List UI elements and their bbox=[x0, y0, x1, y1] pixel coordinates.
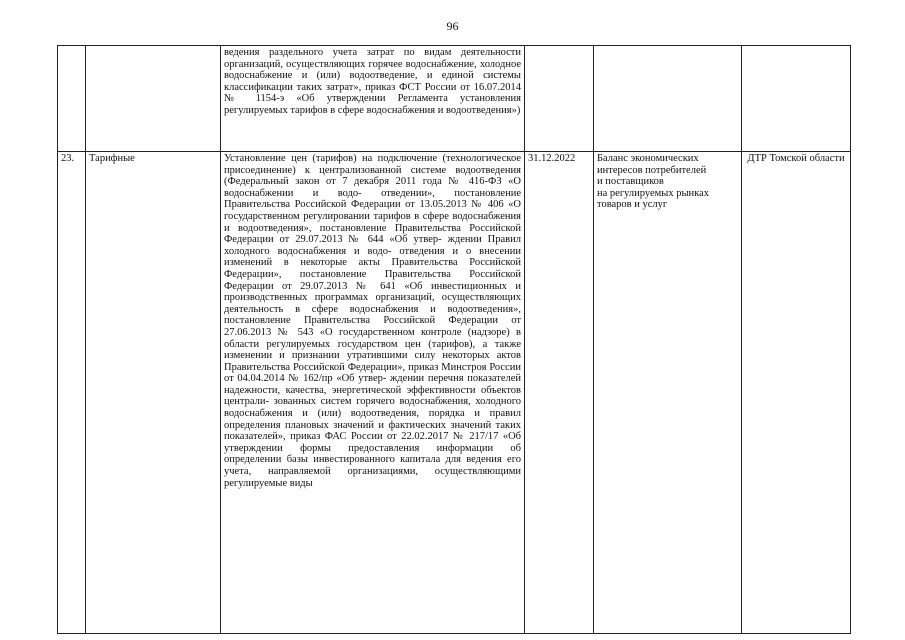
page-number: 96 bbox=[446, 19, 459, 33]
goal-line: Баланс экономических bbox=[597, 153, 699, 164]
row-date-cell: 31.12.2022 bbox=[525, 152, 594, 634]
goal-line: товаров и услуг bbox=[597, 199, 668, 211]
goal-line: интересов потребителей bbox=[597, 164, 707, 176]
row-name-cell: Тарифные bbox=[86, 152, 221, 634]
table-row bbox=[58, 46, 851, 152]
table-row bbox=[58, 152, 851, 634]
goal-line: на регулируемых рынках bbox=[597, 187, 710, 199]
row-goal-cell bbox=[594, 152, 742, 634]
row-number-cell bbox=[58, 46, 86, 152]
row-date-cell bbox=[525, 46, 594, 152]
row-goal-cell bbox=[594, 46, 742, 152]
row-description-cell: ведения раздельного учета затрат по видам деятельности организаций, осуществляющих горячее водоснабжение, холодное водоснабжение и (или) водоотведение, и единой системы классификации таких затрат», приказ ФСТ России от 16.07.2014 № 1154-э «Об утверждении Регламента установления регулируемых тарифов в сфере водоснабжения и водоотведения») bbox=[221, 46, 525, 152]
row-responsible-cell bbox=[742, 46, 851, 152]
row-description-cell: Установление цен (тарифов) на подключение (технологическое присоединение) к централизованной системе водоотведения (Федеральный закон от 7 декабря 2011 года № 416-ФЗ «О водоснабжении и водо- отведении», постановление Правительства Российской Федерации от 13.05.2013 № 406 «О государственном регулировании тарифов в сфере водоснабжения и водоотведения», постановление Правительства Российской Федерации от 29.07.2013 № 644 «Об утвер- ждении Правил холодного водоснабжения и водо- отведения и о внесении изменений в некоторые акты Правительства Российской Федерации», постановление Правительства Российской Федерации от 29.07.2013 № 641 «Об инвестиционных и производственных программах организаций, осуществляющих деятельность в сфере водоснабжения и водоотведения», постановление Правительства Российской Федерации от 27.06.2013 № 543 «О государственном контроле (надзоре) в области регулируемых государством цен (тарифов), а также изменении и признании утратившими силу некоторых актов Правительства Российской Федерации», приказ Минстроя России от 04.04.2014 № 162/пр «Об утвер- ждении перечня показателей надежности, качества, энергетической эффективности объектов централи- зованных систем горячего водоснабжения, холодного водоснабжения и (или) водоотведения, порядка и правил определения плановых значений и фактических значений таких показателей», приказ ФАС России от 22.02.2017 № 217/17 «Об утверждении формы предоставления информации об определении базы инвестированного капитала для ведения его учета, направляемой организациями, осуществляющими регулируемые виды bbox=[221, 152, 525, 634]
row-number-cell: 23. bbox=[58, 152, 86, 634]
row-name-cell bbox=[86, 46, 221, 152]
row-responsible-cell: ДТР Томской области bbox=[742, 152, 851, 634]
goal-line: и поставщиков bbox=[597, 176, 664, 188]
document-table bbox=[57, 45, 851, 634]
